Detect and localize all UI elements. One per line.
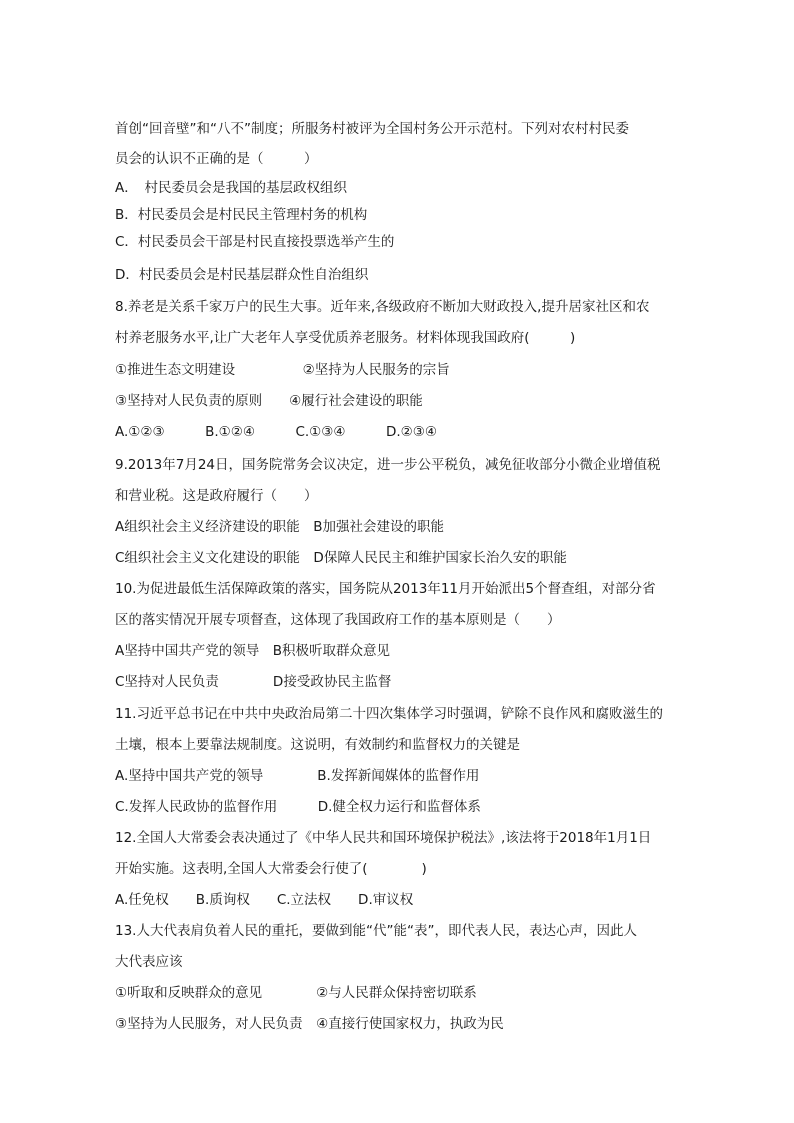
question-7-option-d: D．村民委员会是村民基层群众性自治组织	[115, 267, 369, 283]
question-12-stem-line-2: 开始实施。这表明,全国人大常委会行使了( )	[115, 861, 427, 877]
question-11-options-row-1: A.坚持中国共产党的领导 B.发挥新闻媒体的监督作用	[115, 768, 480, 784]
question-8-choices-row-2: ③坚持对人民负责的原则 ④履行社会建设的职能	[115, 393, 423, 409]
question-13-stem-line-2: 大代表应该	[115, 954, 183, 970]
question-13-choices-row-1: ①听取和反映群众的意见 ②与人民群众保持密切联系	[115, 985, 477, 1001]
question-11-stem-line-1: 11.习近平总书记在中共中央政治局第二十四次集体学习时强调，铲除不良作风和腐败滋生的	[115, 706, 663, 722]
question-7-stem-line-1: 首创“回音壁”和“八不”制度；所服务村被评为全国村务公开示范村。下列对农村村民委	[115, 121, 629, 137]
question-10-stem-line-1: 10.为促进最低生活保障政策的落实，国务院从2013年11月开始派出5个督查组，对部分省	[115, 581, 656, 597]
question-12-options: A.任免权 B.质询权 C.立法权 D.审议权	[115, 892, 414, 908]
question-10-stem-line-2: 区的落实情况开展专项督查，这体现了我国政府工作的基本原则是（ ）	[115, 612, 561, 628]
question-9-options-row-1: A组织社会主义经济建设的职能 B加强社会建设的职能	[115, 519, 444, 535]
question-11-stem-line-2: 土壤，根本上要靠法规制度。这说明，有效制约和监督权力的关键是	[115, 737, 520, 753]
question-7-stem-line-2: 员会的认识不正确的是（ ）	[115, 151, 318, 167]
question-8-stem-line-2: 村养老服务水平,让广大老年人享受优质养老服务。材料体现我国政府( )	[115, 330, 576, 346]
question-12-stem-line-1: 12.全国人大常委会表决通过了《中华人民共和国环境保护税法》,该法将于2018年1月1日	[115, 830, 652, 846]
question-9-options-row-2: C组织社会主义文化建设的职能 D保障人民民主和维护国家长治久安的职能	[115, 550, 567, 566]
question-9-stem-line-2: 和营业税。这是政府履行（ ）	[115, 488, 318, 504]
question-7-option-b: B．村民委员会是村民民主管理村务的机构	[115, 207, 368, 223]
question-10-options-row-1: A坚持中国共产党的领导 B积极听取群众意见	[115, 643, 390, 659]
question-10-options-row-2: C坚持对人民负责 D接受政协民主监督	[115, 674, 392, 690]
question-8-choices-row-1: ①推进生态文明建设 ②坚持为人民服务的宗旨	[115, 362, 450, 378]
question-8-stem-line-1: 8.养老是关系千家万户的民生大事。近年来,各级政府不断加大财政投入,提升居家社区和农	[115, 299, 650, 315]
question-7-option-a: A． 村民委员会是我国的基层政权组织	[115, 180, 347, 196]
question-11-options-row-2: C.发挥人民政协的监督作用 D.健全权力运行和监督体系	[115, 799, 481, 815]
question-13-stem-line-1: 13.人大代表肩负着人民的重托，要做到能“代”能“表”，即代表人民，表达心声，因此人	[115, 923, 637, 939]
question-9-stem-line-1: 9.2013年7月24日，国务院常务会议决定，进一步公平税负，减免征收部分小微企业增值税	[115, 457, 661, 473]
question-13-choices-row-2: ③坚持为人民服务，对人民负责 ④直接行使国家权力，执政为民	[115, 1016, 504, 1032]
question-8-options: A.①②③ B.①②④ C.①③④ D.②③④	[115, 424, 437, 440]
question-7-option-c: C．村民委员会干部是村民直接投票选举产生的	[115, 234, 395, 250]
